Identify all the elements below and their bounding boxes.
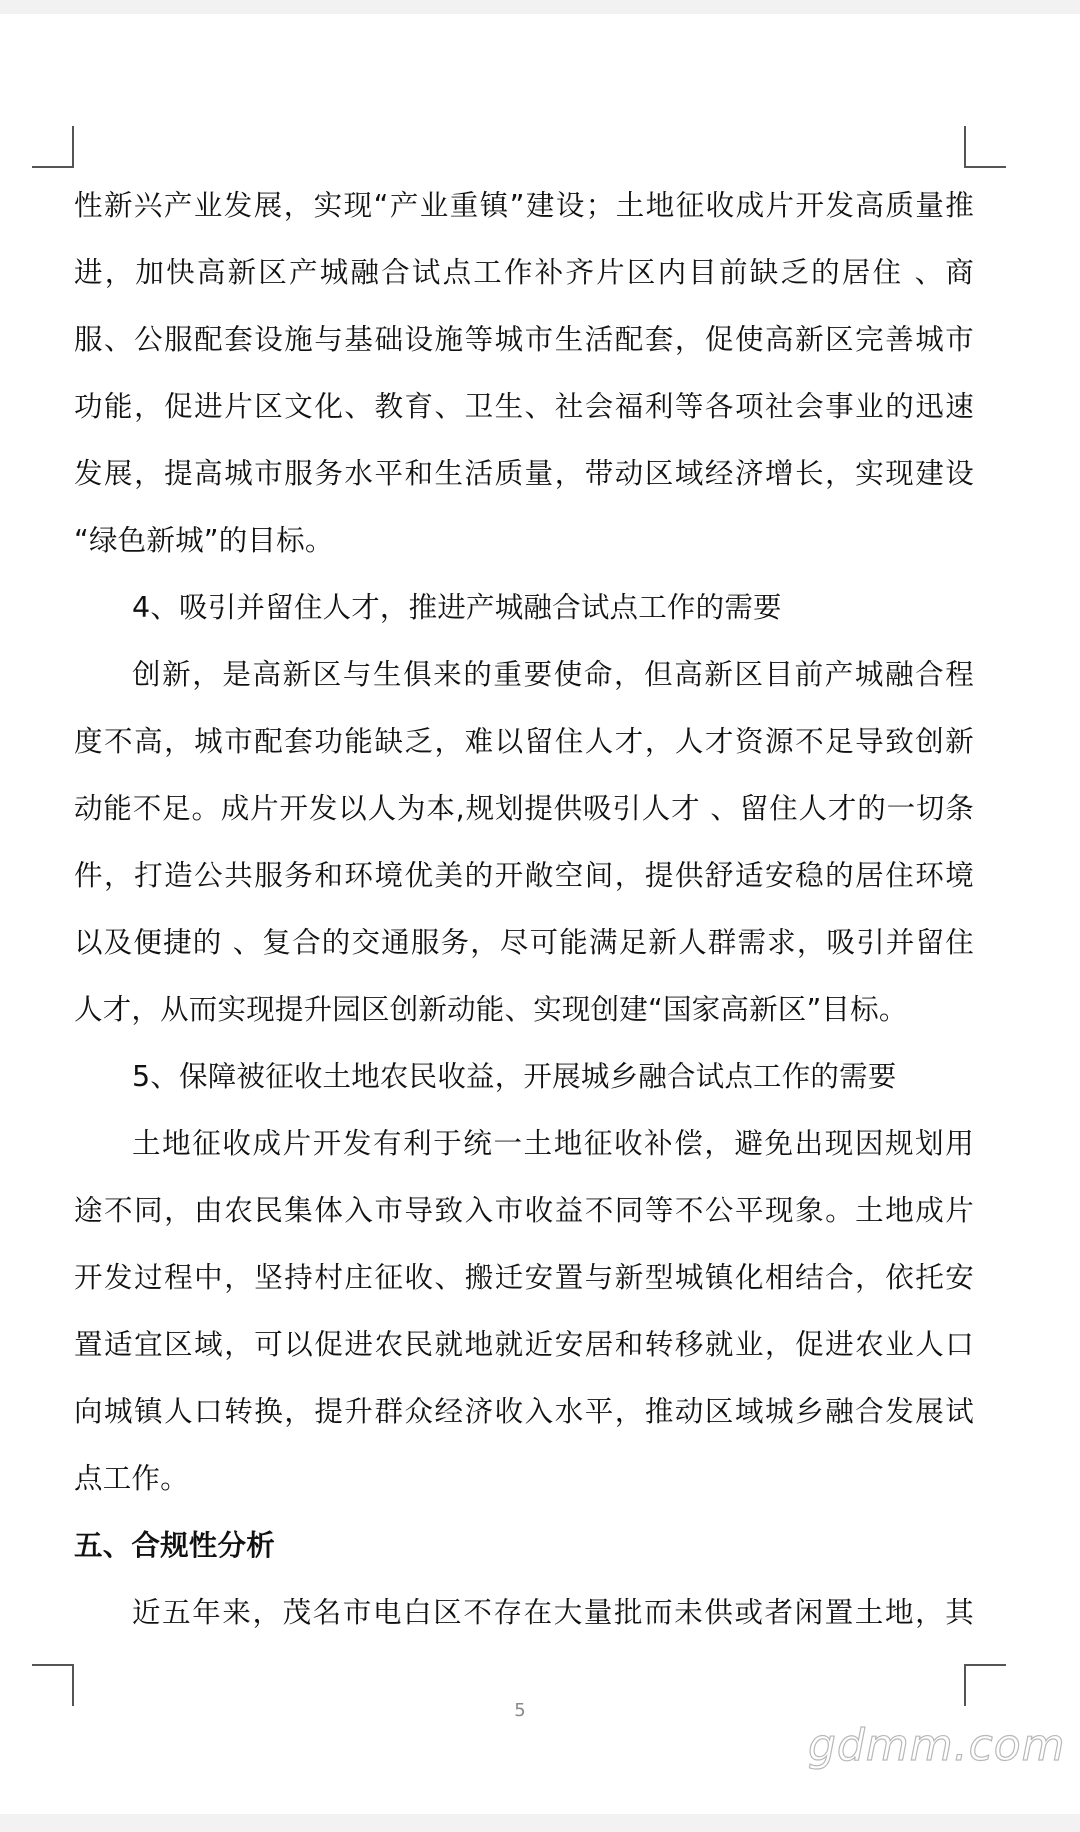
crop-mark-top-right bbox=[964, 126, 1006, 168]
subheading-5: 5、保障被征收土地农民收益，开展城乡融合试点工作的需要 bbox=[132, 1060, 897, 1093]
text-line: 进，加快高新区产城融合试点工作补齐片区内目前缺乏的居住 、商 bbox=[74, 256, 974, 289]
text-line: 置适宜区域，可以促进农民就地就近安居和转移就业，促进农业人口 bbox=[74, 1328, 974, 1361]
text-line: 性新兴产业发展，实现“产业重镇”建设；土地征收成片开发高质量推 bbox=[74, 189, 974, 222]
text-line: 人才，从而实现提升园区创新动能、实现创建“国家高新区”目标。 bbox=[74, 993, 908, 1026]
crop-mark-top-left bbox=[32, 126, 74, 168]
subheading-4: 4、吸引并留住人才，推进产城融合试点工作的需要 bbox=[132, 591, 782, 624]
text-line: 以及便捷的 、复合的交通服务，尽可能满足新人群需求，吸引并留住 bbox=[74, 926, 974, 959]
text-line: 动能不足。成片开发以人为本,规划提供吸引人才 、留住人才的一切条 bbox=[74, 792, 974, 825]
text-line: 功能，促进片区文化、教育、卫生、社会福利等各项社会事业的迅速 bbox=[74, 390, 974, 423]
text-line: 发展，提高城市服务水平和生活质量，带动区域经济增长，实现建设 bbox=[74, 457, 974, 490]
text-line: 创新，是高新区与生俱来的重要使命，但高新区目前产城融合程 bbox=[132, 658, 974, 691]
body-text bbox=[74, 172, 974, 1646]
text-line: 点工作。 bbox=[74, 1462, 189, 1495]
watermark-logo: gdmm.com bbox=[808, 1720, 1066, 1771]
text-line: 土地征收成片开发有利于统一土地征收补偿，避免出现因规划用 bbox=[132, 1127, 974, 1160]
section-heading-5: 五、合规性分析 bbox=[74, 1529, 275, 1562]
document-page bbox=[0, 14, 1080, 1814]
text-line: “绿色新城”的目标。 bbox=[74, 524, 334, 557]
text-line: 途不同，由农民集体入市导致入市收益不同等不公平现象。土地成片 bbox=[74, 1194, 974, 1227]
page-number: 5 bbox=[514, 1700, 526, 1721]
text-line: 服、公服配套设施与基础设施等城市生活配套，促使高新区完善城市 bbox=[74, 323, 974, 356]
text-line: 度不高，城市配套功能缺乏，难以留住人才，人才资源不足导致创新 bbox=[74, 725, 974, 758]
text-line: 件，打造公共服务和环境优美的开敞空间，提供舒适安稳的居住环境 bbox=[74, 859, 974, 892]
text-line: 向城镇人口转换，提升群众经济收入水平，推动区域城乡融合发展试 bbox=[74, 1395, 974, 1428]
text-line: 近五年来，茂名市电白区不存在大量批而未供或者闲置土地，其 bbox=[132, 1596, 974, 1629]
text-line: 开发过程中，坚持村庄征收、搬迁安置与新型城镇化相结合，依托安 bbox=[74, 1261, 974, 1294]
